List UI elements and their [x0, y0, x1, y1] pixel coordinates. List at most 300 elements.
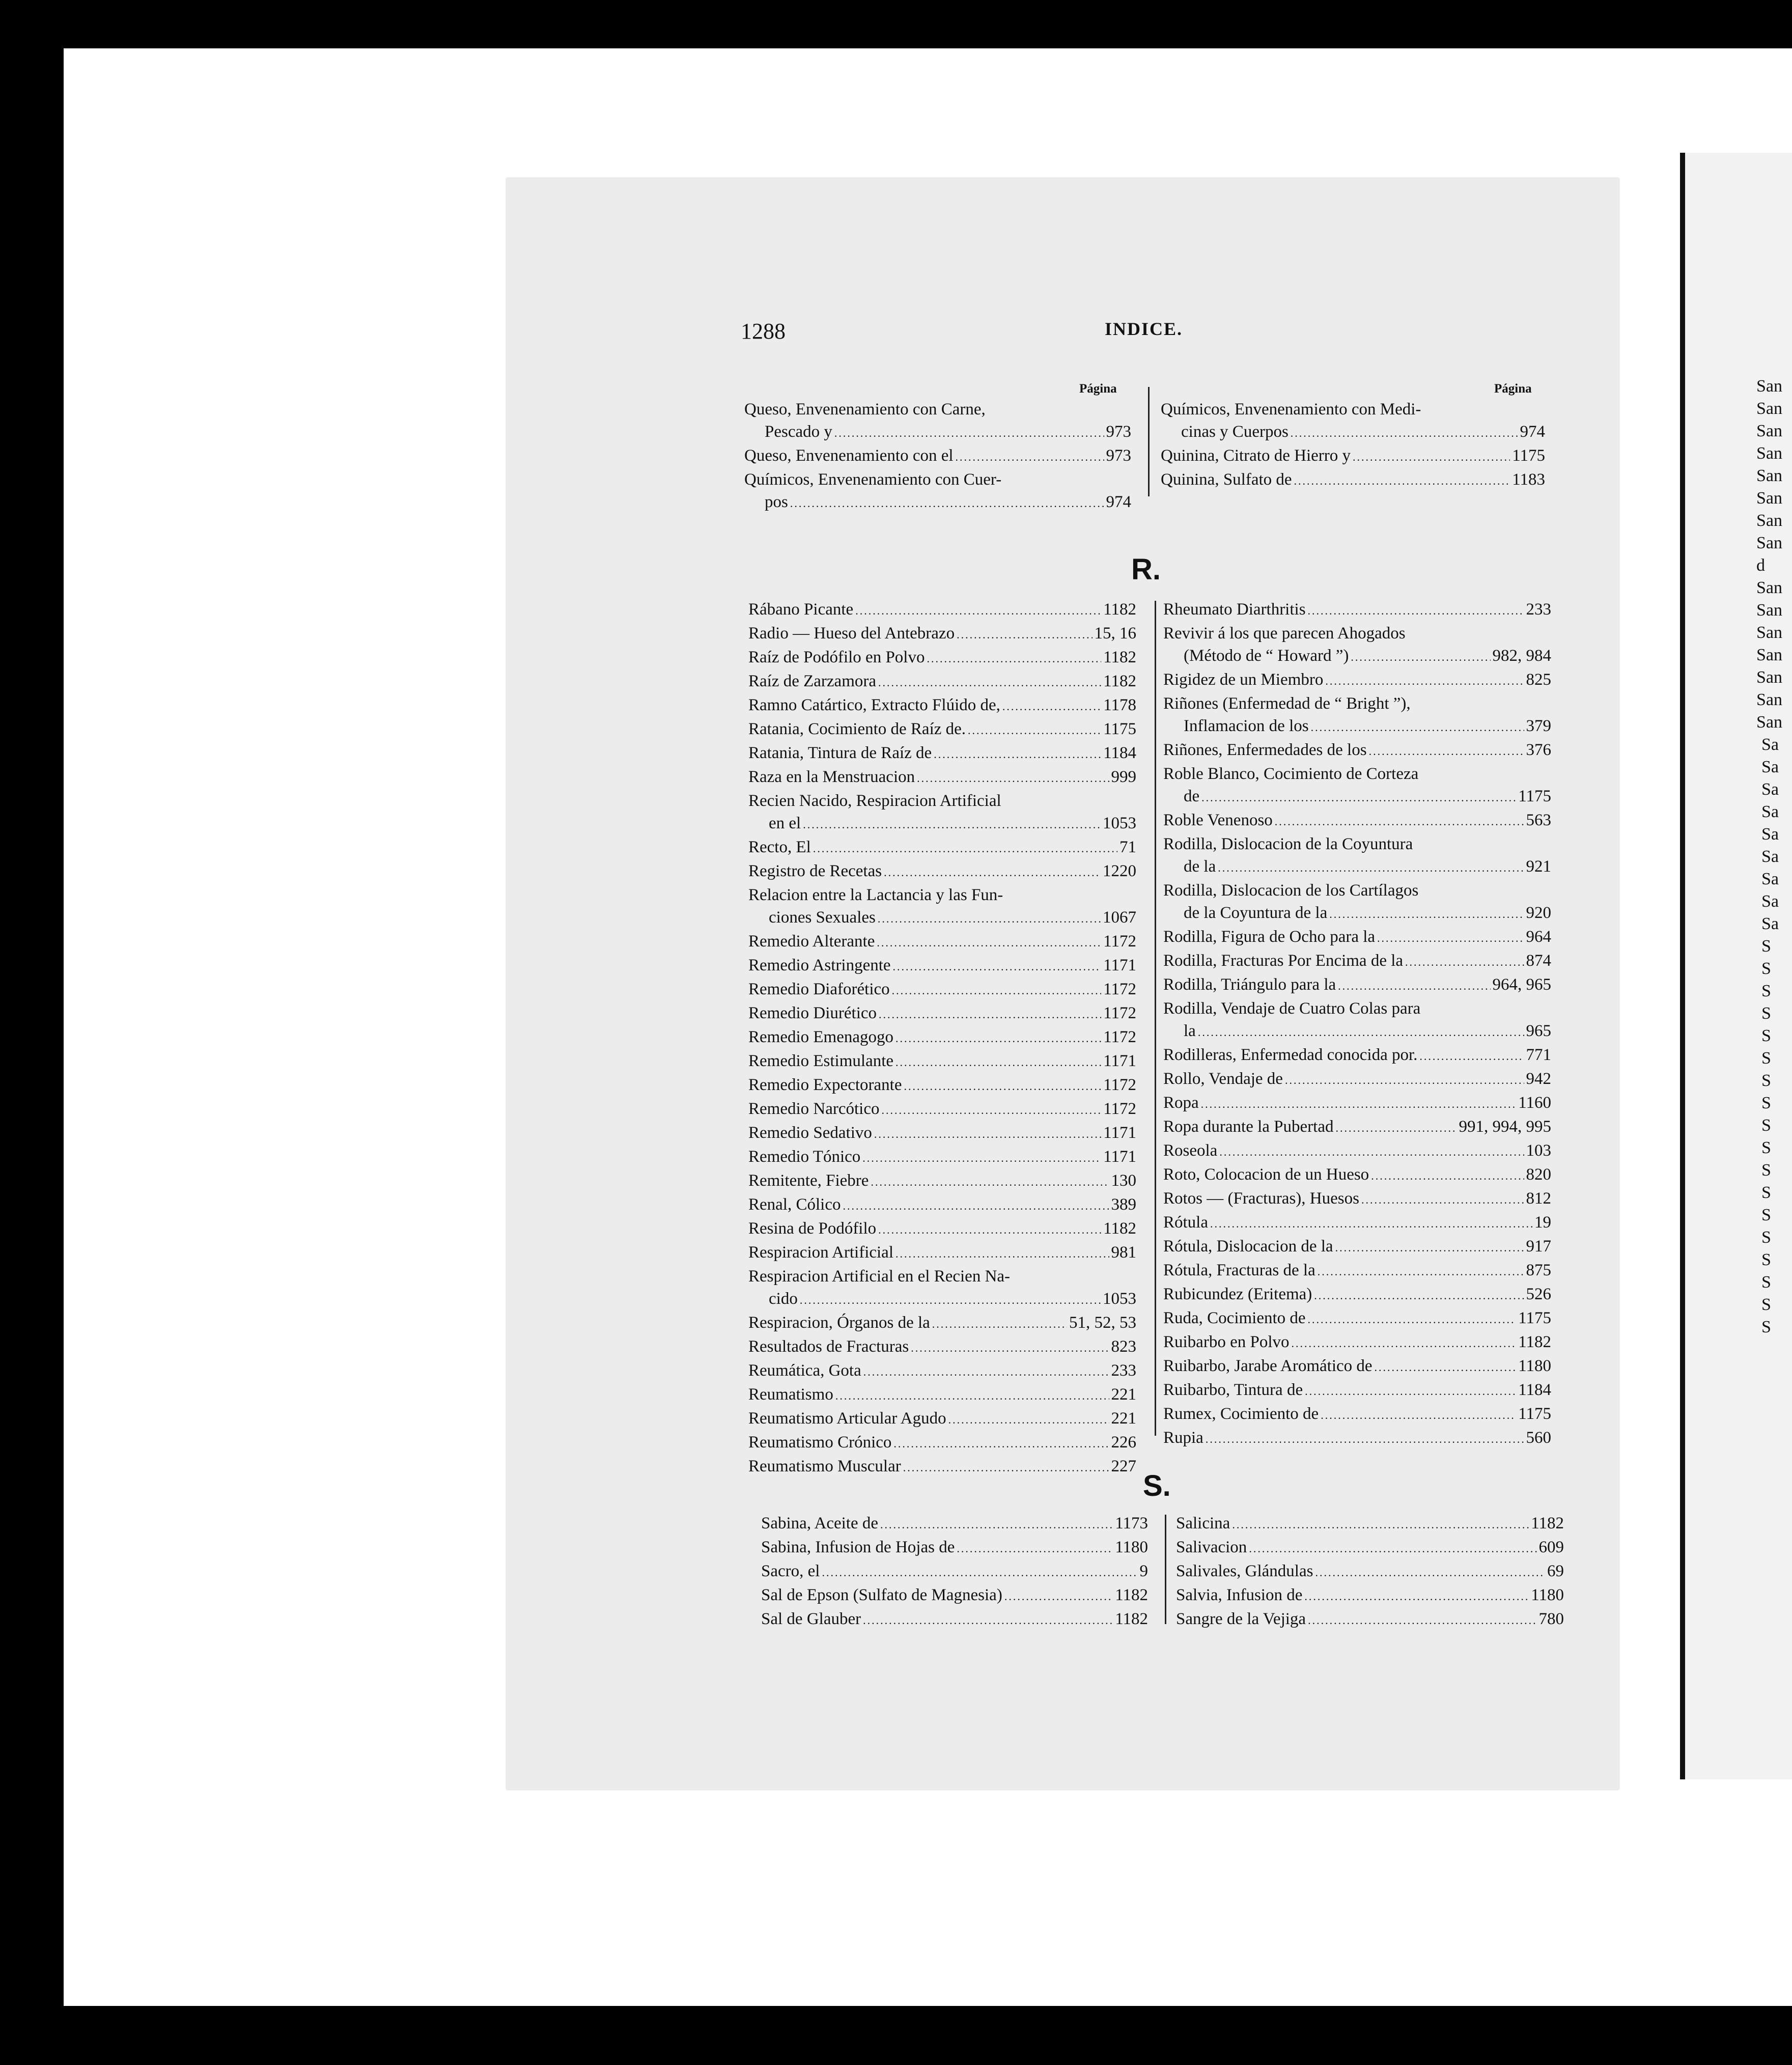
index-entry-title: Sal de Epson (Sulfato de Magnesia): [761, 1586, 1002, 1604]
pagina-label-right: Página: [1494, 382, 1532, 396]
index-entry: [1163, 950, 1551, 973]
dot-leader: [863, 1361, 1109, 1383]
dot-leader: [1335, 1237, 1524, 1259]
dot-leader: [843, 1195, 1109, 1217]
dot-leader: [1325, 670, 1524, 692]
index-entry: [748, 1407, 1136, 1431]
index-entry: [748, 1146, 1136, 1169]
index-entry-title: Respiracion Artificial: [748, 1243, 893, 1262]
index-column-s-right: [1176, 1512, 1564, 1632]
index-entry: [1163, 598, 1551, 622]
index-entry-title: Remedio Expectorante: [748, 1076, 902, 1094]
index-entry-title: Rodilla, Figura de Ocho para la: [1163, 928, 1376, 946]
index-entry: [1163, 1283, 1551, 1307]
index-entry: [1163, 902, 1551, 926]
page-reference: 981: [1111, 1243, 1136, 1262]
dot-leader: [877, 932, 1101, 954]
index-entry-title: Ropa: [1163, 1094, 1199, 1112]
page-reference: 1182: [1103, 648, 1136, 666]
page-reference: 1182: [1103, 672, 1136, 690]
page-reference: 780: [1538, 1610, 1564, 1628]
index-entry: [748, 766, 1136, 790]
index-entry-title: Revivir á los que parecen Ahogados: [1163, 624, 1406, 643]
index-entry-title: Remedio Narcótico: [748, 1100, 880, 1118]
dot-leader: [863, 1609, 1113, 1632]
dot-leader: [1291, 422, 1518, 444]
page-reference: 1182: [1531, 1514, 1564, 1532]
page-reference: 1180: [1115, 1538, 1148, 1556]
index-entry: [748, 1335, 1136, 1359]
page-reference: 1180: [1518, 1357, 1551, 1375]
index-entry-title: Rupia: [1163, 1429, 1203, 1447]
page-reference: 1053: [1103, 814, 1136, 832]
index-entry-title: Raíz de Zarzamora: [748, 672, 877, 690]
index-entry-title: Reumática, Gota: [748, 1361, 861, 1380]
index-entry-title: Rótula, Dislocacion de la: [1163, 1237, 1333, 1255]
index-entry: [1163, 715, 1551, 739]
next-page-text-fragment: San: [1756, 690, 1782, 709]
index-entry: [748, 812, 1136, 836]
next-page-text-fragment: San: [1756, 534, 1782, 552]
page-reference: 19: [1534, 1213, 1551, 1232]
page-reference: 1175: [1512, 447, 1545, 465]
page-reference: 982, 984: [1492, 647, 1551, 665]
dot-leader: [790, 492, 1104, 515]
index-entry-title: Quinina, Citrato de Hierro y: [1161, 447, 1351, 465]
index-entry-title: Relacion entre la Lactancia y las Fun-: [748, 886, 1003, 904]
index-entry: [748, 954, 1136, 978]
page-reference: 1172: [1103, 1100, 1136, 1118]
index-entry-continuation: Inflamacion de los: [1184, 717, 1309, 735]
index-entry: [1163, 1427, 1551, 1450]
index-entry: [1163, 1163, 1551, 1187]
index-entry-title: Rubicundez (Eritema): [1163, 1285, 1312, 1303]
index-entry-continuation: en el: [769, 814, 801, 832]
index-entry-title: Rigidez de un Miembro: [1163, 671, 1324, 689]
next-page-text-fragment: S: [1761, 1228, 1771, 1247]
index-entry-title: Rodilla, Triángulo para la: [1163, 975, 1336, 994]
index-entry-title: Sacro, el: [761, 1562, 820, 1580]
index-entry-continuation: (Método de “ Howard ”): [1184, 647, 1349, 665]
page-reference: 227: [1111, 1457, 1136, 1475]
index-entry-continuation: cido: [769, 1290, 798, 1308]
page-reference: 526: [1526, 1285, 1551, 1303]
dot-leader: [1232, 1514, 1529, 1536]
index-entry-title: Resultados de Fracturas: [748, 1337, 909, 1356]
index-entry-title: Ratania, Tintura de Raíz de: [748, 744, 932, 762]
index-entry: [748, 670, 1136, 694]
index-entry-continuation: ciones Sexuales: [769, 908, 876, 927]
index-entry-title: Reumatismo Muscular: [748, 1457, 901, 1475]
page-reference: 51, 52, 53: [1069, 1314, 1136, 1332]
index-entry-title: Reumatismo Crónico: [748, 1433, 892, 1452]
next-page-text-fragment: Sa: [1761, 758, 1779, 776]
page-reference: 1182: [1115, 1586, 1148, 1604]
dot-leader: [892, 980, 1102, 1002]
dot-leader: [911, 1337, 1109, 1359]
index-entry-title: Sal de Glauber: [761, 1610, 861, 1628]
page-reference: 1184: [1518, 1381, 1551, 1399]
index-entry-title: Roto, Colocacion de un Hueso: [1163, 1165, 1369, 1184]
page-reference: 1171: [1103, 1124, 1136, 1142]
section-letter-r: R.: [1131, 553, 1161, 586]
index-entry-title: Raíz de Podófilo en Polvo: [748, 648, 925, 666]
index-entry: [761, 1584, 1148, 1608]
index-entry-title: Rodilla, Dislocacion de la Coyuntura: [1163, 835, 1413, 853]
index-entry: [1176, 1560, 1564, 1584]
index-entry-title: Raza en la Menstruacion: [748, 768, 915, 786]
dot-leader: [895, 1051, 1101, 1074]
index-entry: [1163, 739, 1551, 763]
next-page-text-fragment: S: [1761, 1116, 1771, 1135]
next-page-text-fragment: San: [1756, 668, 1782, 687]
index-entry: [748, 622, 1136, 646]
index-entry: [1163, 1403, 1551, 1427]
next-page-text-fragment: S: [1761, 1206, 1771, 1224]
index-entry: [1163, 1068, 1551, 1092]
index-entry-title: Radio — Hueso del Antebrazo: [748, 624, 955, 643]
next-page-text-fragment: S: [1761, 1004, 1771, 1023]
dot-leader: [803, 814, 1101, 836]
next-page-text-fragment: San: [1756, 601, 1782, 620]
index-entry-title: Reumatismo: [748, 1385, 833, 1404]
dot-leader: [1353, 446, 1510, 468]
index-entry: [748, 646, 1136, 670]
index-entry-title: Reumatismo Articular Agudo: [748, 1409, 946, 1428]
dot-leader: [1305, 1380, 1516, 1403]
index-entry: [1163, 855, 1551, 879]
index-entry-title: Remedio Astringente: [748, 956, 891, 974]
page-reference: 964, 965: [1492, 975, 1551, 994]
index-entry: [1163, 668, 1551, 692]
dot-leader: [934, 743, 1101, 766]
index-entry: [761, 1536, 1148, 1560]
page-reference: 1173: [1115, 1514, 1148, 1532]
index-entry: [748, 1431, 1136, 1455]
page-reference: 563: [1526, 811, 1551, 829]
index-entry-continuation: Pescado y: [765, 423, 832, 441]
page-reference: 221: [1111, 1385, 1136, 1404]
index-entry: [744, 444, 1131, 468]
index-entry-title: Ruibarbo, Jarabe Aromático de: [1163, 1357, 1373, 1375]
index-entry-title: Queso, Envenenamiento con el: [744, 447, 954, 465]
dot-leader: [1314, 1285, 1524, 1307]
page-reference: 917: [1526, 1237, 1551, 1255]
page-reference: 560: [1526, 1429, 1551, 1447]
index-entry: [748, 860, 1136, 884]
index-entry: [748, 1311, 1136, 1335]
page-reference: 1172: [1103, 932, 1136, 951]
index-entry-title: Remedio Tónico: [748, 1148, 861, 1166]
next-page-text-fragment: S: [1761, 1049, 1771, 1068]
index-entry-title: Rollo, Vendaje de: [1163, 1070, 1283, 1088]
index-entry-title: Salicina: [1176, 1514, 1230, 1532]
index-entry: [748, 1288, 1136, 1311]
next-page-text-fragment: San: [1756, 623, 1782, 642]
dot-leader: [1294, 470, 1510, 492]
dot-leader: [1351, 646, 1490, 668]
dot-leader: [893, 1433, 1109, 1455]
index-entry: [748, 1169, 1136, 1193]
next-page-text-fragment: S: [1761, 1161, 1771, 1180]
index-entry: [1176, 1584, 1564, 1608]
index-entry-title: Recien Nacido, Respiracion Artificial: [748, 792, 1001, 810]
column-divider: [1148, 387, 1150, 496]
page-reference: 1183: [1512, 470, 1545, 489]
page-reference: 379: [1526, 717, 1551, 735]
next-page-text-fragment: San: [1756, 489, 1782, 508]
dot-leader: [1371, 1165, 1524, 1187]
next-page-text-fragment: S: [1761, 1071, 1771, 1090]
next-page-text-fragment: S: [1761, 1183, 1771, 1202]
index-entry: [1163, 1331, 1551, 1355]
index-entry-title: Riñones (Enfermedad de “ Bright ”),: [1163, 694, 1411, 713]
page-reference: 921: [1526, 857, 1551, 876]
index-entry: [1163, 1115, 1551, 1139]
dot-leader: [874, 1123, 1101, 1146]
dot-leader: [1004, 1585, 1113, 1608]
page-reference: 1180: [1531, 1586, 1564, 1604]
index-column-r-right: [1163, 598, 1551, 1450]
index-entry-title: Ruibarbo en Polvo: [1163, 1333, 1290, 1351]
index-entry-title: Sangre de la Vejiga: [1176, 1610, 1306, 1628]
index-entry: [1163, 809, 1551, 833]
page-reference: 1175: [1518, 787, 1551, 805]
index-entry-continuation: de la: [1184, 857, 1216, 876]
page-reference: 1175: [1518, 1309, 1551, 1327]
index-entry: [761, 1512, 1148, 1536]
index-entry-title: Remitente, Fiebre: [748, 1171, 869, 1190]
page-reference: 1067: [1103, 908, 1136, 927]
page-reference: 823: [1111, 1337, 1136, 1356]
dot-leader: [1308, 600, 1524, 622]
index-entry: [748, 1074, 1136, 1098]
dot-leader: [880, 1514, 1113, 1536]
dot-leader: [884, 861, 1101, 884]
page-reference: 233: [1111, 1361, 1136, 1380]
dot-leader: [957, 1538, 1113, 1560]
page-reference: 103: [1526, 1141, 1551, 1160]
index-entry-continuation: cinas y Cuerpos: [1181, 423, 1289, 441]
index-entry-title: Ruibarbo, Tintura de: [1163, 1381, 1303, 1399]
page-reference: 874: [1526, 952, 1551, 970]
dot-leader: [855, 600, 1101, 622]
index-entry: [1163, 1020, 1551, 1044]
dot-leader: [927, 648, 1101, 670]
pagina-label-left: Página: [1079, 382, 1117, 396]
index-entry-title: Rodilla, Fracturas Por Encima de la: [1163, 952, 1404, 970]
index-entry: [1163, 1092, 1551, 1115]
index-entry: [748, 978, 1136, 1002]
page-reference: 69: [1547, 1562, 1564, 1580]
dot-leader: [895, 1027, 1101, 1050]
page-reference: 233: [1526, 600, 1551, 619]
page-reference: 875: [1526, 1261, 1551, 1279]
dot-leader: [1329, 903, 1524, 926]
index-entry-title: Quinina, Sulfato de: [1161, 470, 1292, 489]
index-entry-continuation: pos: [765, 493, 788, 511]
index-entry-title: Respiracion, Órganos de la: [748, 1314, 930, 1332]
index-entry-title: Rodilla, Dislocacion de los Cartílagos: [1163, 881, 1419, 900]
index-entry-title: Rodilleras, Enfermedad conocida por.: [1163, 1046, 1418, 1064]
index-entry: [1161, 421, 1545, 444]
index-entry-title: Químicos, Envenenamiento con Medi-: [1161, 400, 1421, 418]
index-entry: [1176, 1512, 1564, 1536]
page-reference: 974: [1520, 423, 1545, 441]
page-reference: 964: [1526, 928, 1551, 946]
index-entry-title: Salivales, Glándulas: [1176, 1562, 1313, 1580]
index-entry: [748, 836, 1136, 860]
index-entry-title: Respiracion Artificial en el Recien Na-: [748, 1267, 1011, 1286]
next-page-text-fragment: S: [1761, 1094, 1771, 1112]
index-entry-title: Remedio Estimulante: [748, 1052, 894, 1070]
page-reference: 974: [1106, 493, 1131, 511]
next-page-text-fragment: San: [1756, 646, 1782, 664]
dot-leader: [1361, 1189, 1524, 1211]
page-reference: 609: [1538, 1538, 1564, 1556]
dot-leader: [1002, 695, 1101, 718]
next-page-text-fragment: Sa: [1761, 914, 1779, 933]
index-entry: [744, 491, 1131, 515]
dot-leader: [835, 1385, 1109, 1407]
page-reference: 1172: [1103, 1076, 1136, 1094]
next-page-text-fragment: Sa: [1761, 780, 1779, 799]
index-column-s-left: [761, 1512, 1148, 1632]
page-reference: 226: [1111, 1433, 1136, 1452]
dot-leader: [904, 1075, 1101, 1098]
index-entry: [748, 930, 1136, 954]
index-column-r-left: [748, 598, 1136, 1479]
index-entry-title: Ropa durante la Pubertad: [1163, 1118, 1334, 1136]
index-entry: [1161, 444, 1545, 468]
dot-leader: [903, 1457, 1109, 1479]
dot-leader: [871, 1171, 1109, 1193]
page-reference: 991, 994, 995: [1459, 1118, 1551, 1136]
dot-leader: [834, 422, 1104, 444]
index-entry-title: Queso, Envenenamiento con Carne,: [744, 400, 986, 418]
index-entry-title: Remedio Diurético: [748, 1004, 877, 1022]
index-entry: [761, 1608, 1148, 1632]
next-page-edge: [1680, 153, 1792, 1779]
index-entry-title: Ratania, Cocimiento de Raíz de.: [748, 720, 966, 738]
index-entry: [748, 1050, 1136, 1074]
index-entry-title: Remedio Alterante: [748, 932, 875, 951]
page-reference: 771: [1526, 1046, 1551, 1064]
dot-leader: [895, 1243, 1109, 1265]
dot-leader: [879, 1003, 1101, 1026]
next-page-text-fragment: Sa: [1761, 847, 1779, 866]
dot-leader: [957, 624, 1092, 646]
page-reference: 1182: [1103, 600, 1136, 619]
dot-leader: [1375, 1356, 1517, 1379]
dot-leader: [1285, 1069, 1524, 1092]
index-entry-continuation: la: [1184, 1022, 1196, 1040]
page-reference: 376: [1526, 741, 1551, 759]
dot-leader: [893, 956, 1102, 978]
index-entry: [1163, 1139, 1551, 1163]
next-page-text-fragment: San: [1756, 444, 1782, 463]
page-reference: 965: [1526, 1022, 1551, 1040]
next-page-text-fragment: Sa: [1761, 802, 1779, 821]
index-entry-title: Roble Venenoso: [1163, 811, 1273, 829]
index-entry: [1163, 926, 1551, 950]
next-page-text-fragment: San: [1756, 511, 1782, 530]
page-reference: 999: [1111, 768, 1136, 786]
page-reference: 71: [1119, 838, 1136, 856]
next-page-text-fragment: Sa: [1761, 825, 1779, 844]
index-entry-continuation: de: [1184, 787, 1200, 805]
index-entry: [748, 1217, 1136, 1241]
index-entry-title: Remedio Diaforético: [748, 980, 890, 998]
page-reference: 820: [1526, 1165, 1551, 1184]
page-reference: 1220: [1103, 862, 1136, 880]
index-entry: [748, 1383, 1136, 1407]
index-entry: [1176, 1536, 1564, 1560]
dot-leader: [1219, 1141, 1524, 1163]
next-page-text-fragment: San: [1756, 466, 1782, 485]
page-reference: 1171: [1103, 1148, 1136, 1166]
index-column-q-left: [744, 398, 1131, 515]
dot-leader: [948, 1409, 1109, 1431]
page-reference: 942: [1526, 1070, 1551, 1088]
index-entry: [748, 1241, 1136, 1265]
page-reference: 15, 16: [1094, 624, 1136, 643]
next-page-text-fragment: S: [1761, 959, 1771, 978]
index-entry-title: Rotos — (Fracturas), Huesos: [1163, 1189, 1359, 1208]
page-title: INDICE.: [1105, 319, 1183, 339]
dot-leader: [1377, 927, 1524, 950]
index-entry-title: Rumex, Cocimiento de: [1163, 1405, 1319, 1423]
page-reference: 973: [1106, 423, 1131, 441]
index-entry: [1163, 1044, 1551, 1068]
index-entry: [1163, 1355, 1551, 1379]
index-entry-continuation: de la Coyuntura de la: [1184, 904, 1328, 922]
index-entry: [1176, 1608, 1564, 1632]
index-entry-title: Salivacion: [1176, 1538, 1247, 1556]
next-page-text-fragment: San: [1756, 713, 1782, 732]
next-page-text-fragment: San: [1756, 377, 1782, 396]
next-page-text-fragment: S: [1761, 982, 1771, 1000]
index-entry: [748, 906, 1136, 930]
dot-leader: [882, 1099, 1102, 1122]
dot-leader: [956, 446, 1104, 468]
dot-leader: [1201, 787, 1516, 809]
page-reference: 1182: [1103, 1219, 1136, 1238]
column-divider: [1165, 1515, 1166, 1624]
dot-leader: [1210, 1213, 1532, 1235]
dot-leader: [932, 1313, 1067, 1335]
page-reference: 221: [1111, 1409, 1136, 1428]
index-entry-title: Salvia, Infusion de: [1176, 1586, 1303, 1604]
page-reference: 1172: [1103, 1004, 1136, 1022]
dot-leader: [917, 767, 1109, 790]
index-entry: [1163, 1187, 1551, 1211]
index-entry: [1161, 468, 1545, 492]
dot-leader: [1218, 857, 1524, 879]
dot-leader: [1308, 1609, 1536, 1632]
dot-leader: [1419, 1045, 1524, 1068]
dot-leader: [1249, 1538, 1536, 1560]
index-entry: [748, 1122, 1136, 1146]
index-entry-title: Rótula: [1163, 1213, 1208, 1232]
dot-leader: [1275, 811, 1524, 833]
index-entry-title: Remedio Sedativo: [748, 1124, 872, 1142]
page-reference: 1175: [1518, 1405, 1551, 1423]
dot-leader: [1315, 1561, 1545, 1584]
next-page-text-fragment: S: [1761, 1026, 1771, 1045]
page-reference: 1175: [1103, 720, 1136, 738]
index-entry: [748, 1002, 1136, 1026]
